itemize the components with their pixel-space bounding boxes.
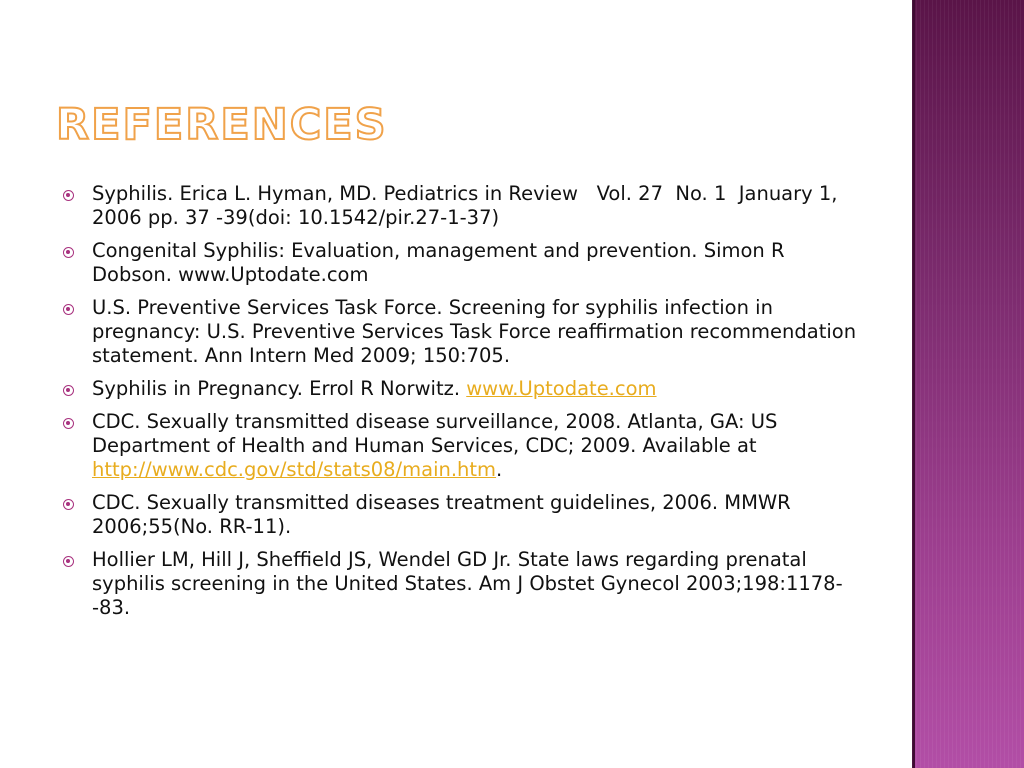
reference-text: Syphilis. Erica L. Hyman, MD. Pediatrics in Review Vol. 27 No. 1 January 1, 2006 pp. 37 -39(doi: 10.1542/pir.27-1-37) bbox=[92, 182, 838, 229]
reference-text: Syphilis in Pregnancy. Errol R Norwitz. bbox=[92, 377, 461, 400]
cdc-stats-link[interactable]: http://www.cdc.gov/std/stats08/main.htm bbox=[92, 458, 497, 481]
circle-dot-icon bbox=[63, 499, 74, 510]
reference-text: U.S. Preventive Services Task Force. Screening for syphilis infection in pregnancy: U.S. Preventive Services Task Force reaffirmation recommendation statement. Ann Intern Med 2009; 150:705. bbox=[92, 296, 857, 367]
decorative-sidebar bbox=[912, 0, 1024, 768]
circle-dot-icon bbox=[63, 385, 74, 396]
reference-item bbox=[60, 377, 860, 401]
uptodate-link[interactable]: www.Uptodate.com bbox=[466, 377, 657, 400]
reference-item bbox=[60, 239, 860, 287]
circle-dot-icon bbox=[63, 418, 74, 429]
reference-list bbox=[60, 182, 860, 629]
reference-text: Hollier LM, Hill J, Sheffield JS, Wendel GD Jr. State laws regarding prenatal syphilis screening in the United States. Am J Obstet Gynecol 2003;198:1178--83. bbox=[92, 548, 843, 619]
circle-dot-icon bbox=[63, 304, 74, 315]
reference-text: CDC. Sexually transmitted diseases treatment guidelines, 2006. MMWR 2006;55(No. RR-11). bbox=[92, 491, 791, 538]
reference-item bbox=[60, 182, 860, 230]
circle-dot-icon bbox=[63, 190, 74, 201]
reference-item bbox=[60, 548, 860, 620]
reference-item bbox=[60, 491, 860, 539]
circle-dot-icon bbox=[63, 556, 74, 567]
reference-text: Congenital Syphilis: Evaluation, management and prevention. Simon R Dobson. www.Uptodate.com bbox=[92, 239, 785, 286]
reference-text: CDC. Sexually transmitted disease surveillance, 2008. Atlanta, GA: US Department of Health and Human Services, CDC; 2009. Available at bbox=[92, 410, 778, 457]
circle-dot-icon bbox=[63, 247, 74, 258]
reference-item bbox=[60, 296, 860, 368]
reference-text-suffix: . bbox=[496, 458, 503, 481]
reference-item bbox=[60, 410, 860, 482]
slide-title: REFERENCES bbox=[56, 100, 388, 150]
